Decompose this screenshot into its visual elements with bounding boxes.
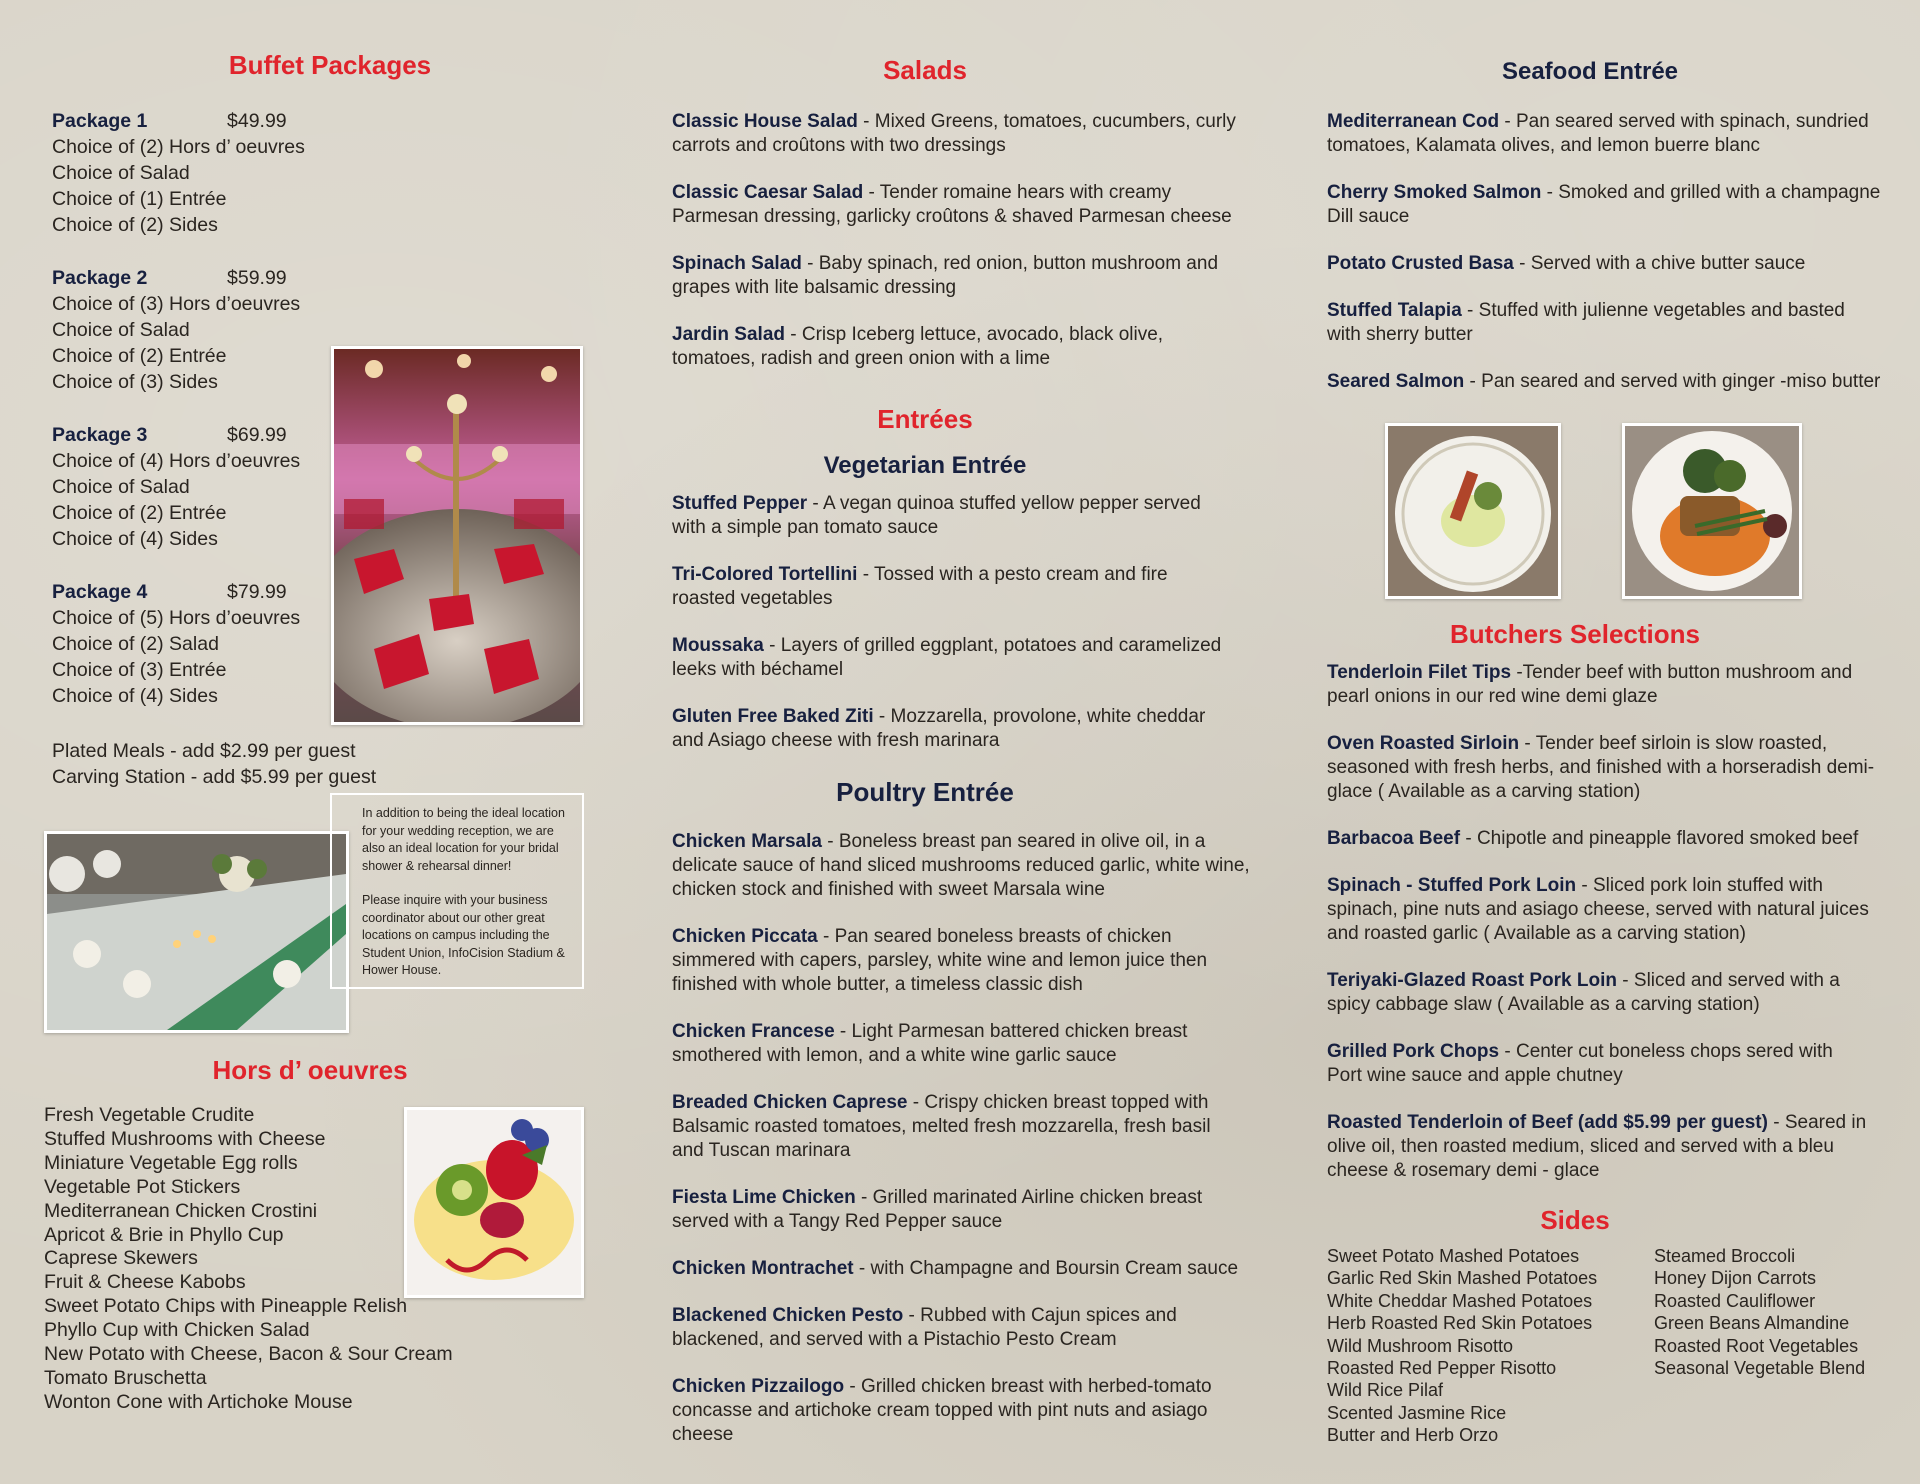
hors-title: Hors d’ oeuvres — [212, 1055, 408, 1085]
dining-table-photo — [44, 831, 349, 1033]
item-name: Moussaka — [672, 635, 764, 656]
list-item: Honey Dijon Carrots — [1654, 1268, 1817, 1289]
list-item: Stuffed Mushrooms with Cheese — [44, 1127, 326, 1150]
item-desc: - A vegan quinoa stuffed yellow pepper served with a simple pan tomato sauce — [672, 493, 1201, 538]
list-item: Roasted Red Pepper Risotto — [1327, 1358, 1557, 1379]
menu-item — [672, 110, 1247, 158]
item-desc: -Tender beef with button mushroom and pearl onions in our red wine demi glaze — [1327, 662, 1853, 707]
list-item: Butter and Herb Orzo — [1327, 1425, 1499, 1446]
package-price: $59.99 — [227, 267, 287, 289]
item-name: Potato Crusted Basa — [1327, 253, 1514, 274]
addon-line: Plated Meals - add $2.99 per guest — [52, 740, 356, 762]
package-block — [52, 422, 352, 552]
item-desc: - Layers of grilled eggplant, potatoes and caramelized leeks with béchamel — [672, 635, 1222, 680]
package-line: Choice of (3) Hors d’oeuvres — [52, 293, 301, 315]
package-line: Choice of Salad — [52, 476, 190, 498]
dessert-photo — [404, 1107, 584, 1298]
item-name: Jardin Salad — [672, 324, 785, 345]
list-item: Mediterranean Chicken Crostini — [44, 1199, 318, 1222]
item-name: Teriyaki-Glazed Roast Pork Loin — [1327, 970, 1618, 991]
item-name: Breaded Chicken Caprese — [672, 1092, 908, 1113]
list-item: Apricot & Brie in Phyllo Cup — [44, 1223, 284, 1246]
list-item: Herb Roasted Red Skin Potatoes — [1327, 1313, 1593, 1334]
package-block — [52, 265, 352, 395]
menu-item — [1327, 299, 1857, 347]
menu-item — [1327, 874, 1887, 946]
item-desc: - Stuffed with julienne vegetables and basted with sherry butter — [1327, 300, 1845, 345]
item-name: Classic Caesar Salad — [672, 182, 864, 203]
item-desc: - Mixed Greens, tomatoes, cucumbers, curly carrots and croûtons with two dressings — [672, 111, 1236, 156]
item-name: Chicken Marsala — [672, 831, 822, 852]
sides-list-1 — [1327, 1245, 1647, 1447]
list-item: Miniature Vegetable Egg rolls — [44, 1151, 298, 1174]
menu-item — [1327, 661, 1887, 709]
list-item: Phyllo Cup with Chicken Salad — [44, 1319, 310, 1342]
menu-item — [1327, 252, 1887, 276]
package-block — [52, 579, 352, 709]
list-item: Roasted Root Vegetables — [1654, 1335, 1859, 1356]
item-name: Chicken Piccata — [672, 926, 818, 947]
menu-item — [1327, 110, 1887, 158]
list-item: Wild Rice Pilaf — [1327, 1380, 1444, 1401]
package-line: Choice of (1) Entrée — [52, 188, 227, 210]
item-name: Cherry Smoked Salmon — [1327, 182, 1542, 203]
item-desc: - Sliced pork loin stuffed with spinach, pine nuts and asiago cheese, served with natural juices and roasted garlic ( Available as a carving station) — [1327, 875, 1869, 944]
item-desc: - Smoked and grilled with a champagne Dill sauce — [1327, 182, 1881, 227]
seafood-title: Seafood Entrée — [1501, 58, 1679, 85]
item-desc: - Tender romaine hears with creamy Parmesan dressing, garlicky croûtons & shaved Parmesan cheese — [672, 182, 1232, 227]
item-name: Stuffed Talapia — [1327, 300, 1462, 321]
item-name: Tenderloin Filet Tips — [1327, 662, 1512, 683]
buffet-title: Buffet Packages — [228, 50, 432, 80]
item-name: Stuffed Pepper — [672, 493, 808, 514]
butchers-title: Butchers Selections — [1450, 619, 1700, 649]
item-name: Gluten Free Baked Ziti — [672, 706, 874, 727]
item-name: Blackened Chicken Pesto — [672, 1305, 904, 1326]
list-item: Green Beans Almandine — [1654, 1313, 1850, 1334]
salmon-plate-photo — [1622, 423, 1802, 599]
menu-item — [672, 830, 1252, 902]
salads-title: Salads — [883, 55, 967, 85]
menu-item — [1327, 1040, 1847, 1088]
entrees-title: Entrées — [877, 404, 973, 434]
sides-list-2 — [1654, 1245, 1904, 1379]
item-name: Classic House Salad — [672, 111, 858, 132]
menu-item — [1327, 732, 1892, 804]
menu-item — [672, 1304, 1212, 1352]
item-desc: - Served with a chive butter sauce — [1513, 253, 1806, 274]
list-item: White Cheddar Mashed Potatoes — [1327, 1290, 1593, 1311]
hors-list — [44, 1104, 464, 1415]
list-item: Vegetable Pot Stickers — [44, 1175, 241, 1198]
item-desc: - Crispy chicken breast topped with Balsamic roasted tomatoes, melted fresh mozzarella, fresh basil and Tuscan marinara — [672, 1092, 1211, 1161]
item-desc: - Crisp Iceberg lettuce, avocado, black olive, tomatoes, radish and green onion with a lime — [672, 324, 1164, 369]
menu-item — [672, 1091, 1227, 1163]
sides-title: Sides — [1540, 1205, 1610, 1235]
item-name: Tri-Colored Tortellini — [672, 564, 858, 585]
package-line: Choice of (2) Entrée — [52, 502, 227, 524]
package-price: $69.99 — [227, 424, 287, 446]
package-price: $79.99 — [227, 581, 287, 603]
note-paragraph: Please inquire with your business coordinator about our other great locations on campus including the Student Union, InfoCision Stadium & Hower House. — [362, 893, 565, 977]
list-item: Caprese Skewers — [44, 1247, 198, 1270]
item-desc: - Chipotle and pineapple flavored smoked beef — [1460, 828, 1859, 849]
item-desc: - Sliced and served with a spicy cabbage slaw ( Available as a carving station) — [1327, 970, 1840, 1015]
item-name: Fiesta Lime Chicken — [672, 1187, 856, 1208]
item-desc: - with Champagne and Boursin Cream sauce — [853, 1258, 1239, 1279]
seafood-plate-photo — [1385, 423, 1561, 599]
menu-item — [672, 1375, 1227, 1447]
item-desc: - Pan seared served with spinach, sundried tomatoes, Kalamata olives, and lemon buerre blanc — [1327, 111, 1869, 156]
menu-item — [1327, 1111, 1872, 1183]
item-desc: - Grilled marinated Airline chicken breast served with a Tangy Red Pepper sauce — [672, 1187, 1203, 1232]
event-note — [330, 793, 584, 989]
menu-item — [672, 705, 1232, 753]
list-item: Steamed Broccoli — [1654, 1246, 1796, 1266]
menu-item — [672, 492, 1232, 540]
menu-item — [672, 634, 1232, 682]
package-line: Choice of (4) Hors d’oeuvres — [52, 450, 301, 472]
list-item: New Potato with Cheese, Bacon & Sour Cream — [44, 1343, 453, 1366]
item-name: Grilled Pork Chops — [1327, 1041, 1500, 1062]
menu-item — [672, 1020, 1212, 1068]
menu-item — [672, 563, 1232, 611]
menu-item — [1327, 370, 1907, 394]
package-line: Choice of Salad — [52, 162, 190, 184]
package-line: Choice of (3) Entrée — [52, 659, 227, 681]
item-desc: - Boneless breast pan seared in olive oil, in a delicate sauce of hand sliced mushrooms reduced garlic, white wine, chicken stock and finished with sweet Marsala wine — [672, 831, 1250, 900]
vegetarian-title: Vegetarian Entrée — [823, 452, 1027, 479]
item-desc: - Seared in olive oil, then roasted medium, sliced and served with a bleu cheese & rosemary demi - glace — [1327, 1112, 1867, 1181]
package-line: Choice of (2) Entrée — [52, 345, 227, 367]
item-name: Barbacoa Beef — [1327, 828, 1461, 849]
item-name: Chicken Pizzailogo — [672, 1376, 845, 1397]
package-line: Choice of Salad — [52, 319, 190, 341]
package-name: Package 2 — [52, 267, 148, 289]
item-name: Spinach - Stuffed Pork Loin — [1327, 875, 1577, 896]
addons — [52, 738, 392, 790]
item-desc: - Tender beef sirloin is slow roasted, seasoned with fresh herbs, and finished with a horseradish demi-glace ( Available as a carving station) — [1327, 733, 1875, 802]
list-item: Wild Mushroom Risotto — [1327, 1335, 1514, 1356]
item-desc: - Pan seared boneless breasts of chicken simmered with capers, parsley, white wine and lemon juice then finished with whole butter, a timeless classic dish — [672, 926, 1208, 995]
item-desc: - Light Parmesan battered chicken breast smothered with lemon, and a white wine garlic sauce — [672, 1021, 1188, 1066]
menu-item — [672, 925, 1252, 997]
menu-item — [672, 1257, 1252, 1281]
menu-item — [672, 323, 1247, 371]
list-item: Seasonal Vegetable Blend — [1654, 1358, 1866, 1379]
list-item: Roasted Cauliflower — [1654, 1290, 1816, 1311]
ballroom-photo — [331, 346, 583, 725]
list-item: Scented Jasmine Rice — [1327, 1402, 1507, 1423]
note-paragraph: In addition to being the ideal location for your wedding reception, we are also an ideal location for your bridal shower & rehearsal dinner! — [362, 806, 565, 873]
poultry-title: Poultry Entrée — [836, 777, 1014, 807]
item-name: Chicken Francese — [672, 1021, 835, 1042]
item-name: Chicken Montrachet — [672, 1258, 854, 1279]
list-item: Tomato Bruschetta — [44, 1366, 207, 1389]
package-line: Choice of (5) Hors d’oeuvres — [52, 607, 301, 629]
item-desc: - Grilled chicken breast with herbed-tomato concasse and artichoke cream topped with pint nuts and asiago cheese — [672, 1376, 1212, 1445]
menu-item — [1327, 827, 1892, 851]
menu-item — [672, 252, 1247, 300]
package-line: Choice of (2) Salad — [52, 633, 219, 655]
list-item: Fruit & Cheese Kabobs — [44, 1271, 246, 1294]
menu-item — [1327, 969, 1867, 1017]
menu-item — [1327, 181, 1887, 229]
package-block — [52, 108, 352, 238]
item-name: Oven Roasted Sirloin — [1327, 733, 1520, 754]
item-name: Seared Salmon — [1327, 371, 1465, 392]
list-item: Fresh Vegetable Crudite — [44, 1104, 255, 1126]
item-desc: - Baby spinach, red onion, button mushroom and grapes with lite balsamic dressing — [672, 253, 1219, 298]
package-line: Choice of (2) Sides — [52, 214, 218, 236]
list-item: Wonton Cone with Artichoke Mouse — [44, 1390, 353, 1413]
list-item: Garlic Red Skin Mashed Potatoes — [1327, 1268, 1598, 1289]
list-item: Sweet Potato Mashed Potatoes — [1327, 1246, 1580, 1266]
item-name: Mediterranean Cod — [1327, 111, 1500, 132]
list-item: Sweet Potato Chips with Pineapple Relish — [44, 1295, 408, 1318]
item-desc: - Rubbed with Cajun spices and blackened, and served with a Pistachio Pesto Cream — [672, 1305, 1177, 1350]
item-desc: - Center cut boneless chops sered with Port wine sauce and apple chutney — [1327, 1041, 1833, 1086]
item-desc: - Mozzarella, provolone, white cheddar and Asiago cheese with fresh marinara — [672, 706, 1206, 751]
menu-item — [672, 181, 1247, 229]
addon-line: Carving Station - add $5.99 per guest — [52, 766, 377, 788]
item-name: Spinach Salad — [672, 253, 802, 274]
menu-item — [672, 1186, 1232, 1234]
package-line: Choice of (4) Sides — [52, 528, 218, 550]
package-name: Package 1 — [52, 110, 148, 132]
package-line: Choice of (2) Hors d’ oeuvres — [52, 136, 305, 158]
item-desc: - Pan seared and served with ginger -miso butter — [1464, 371, 1881, 392]
item-name: Roasted Tenderloin of Beef (add $5.99 per guest) — [1327, 1112, 1768, 1133]
package-price: $49.99 — [227, 110, 287, 132]
package-line: Choice of (4) Sides — [52, 685, 218, 707]
package-name: Package 3 — [52, 424, 148, 446]
item-desc: - Tossed with a pesto cream and fire roasted vegetables — [672, 564, 1168, 609]
package-line: Choice of (3) Sides — [52, 371, 218, 393]
package-name: Package 4 — [52, 581, 148, 603]
